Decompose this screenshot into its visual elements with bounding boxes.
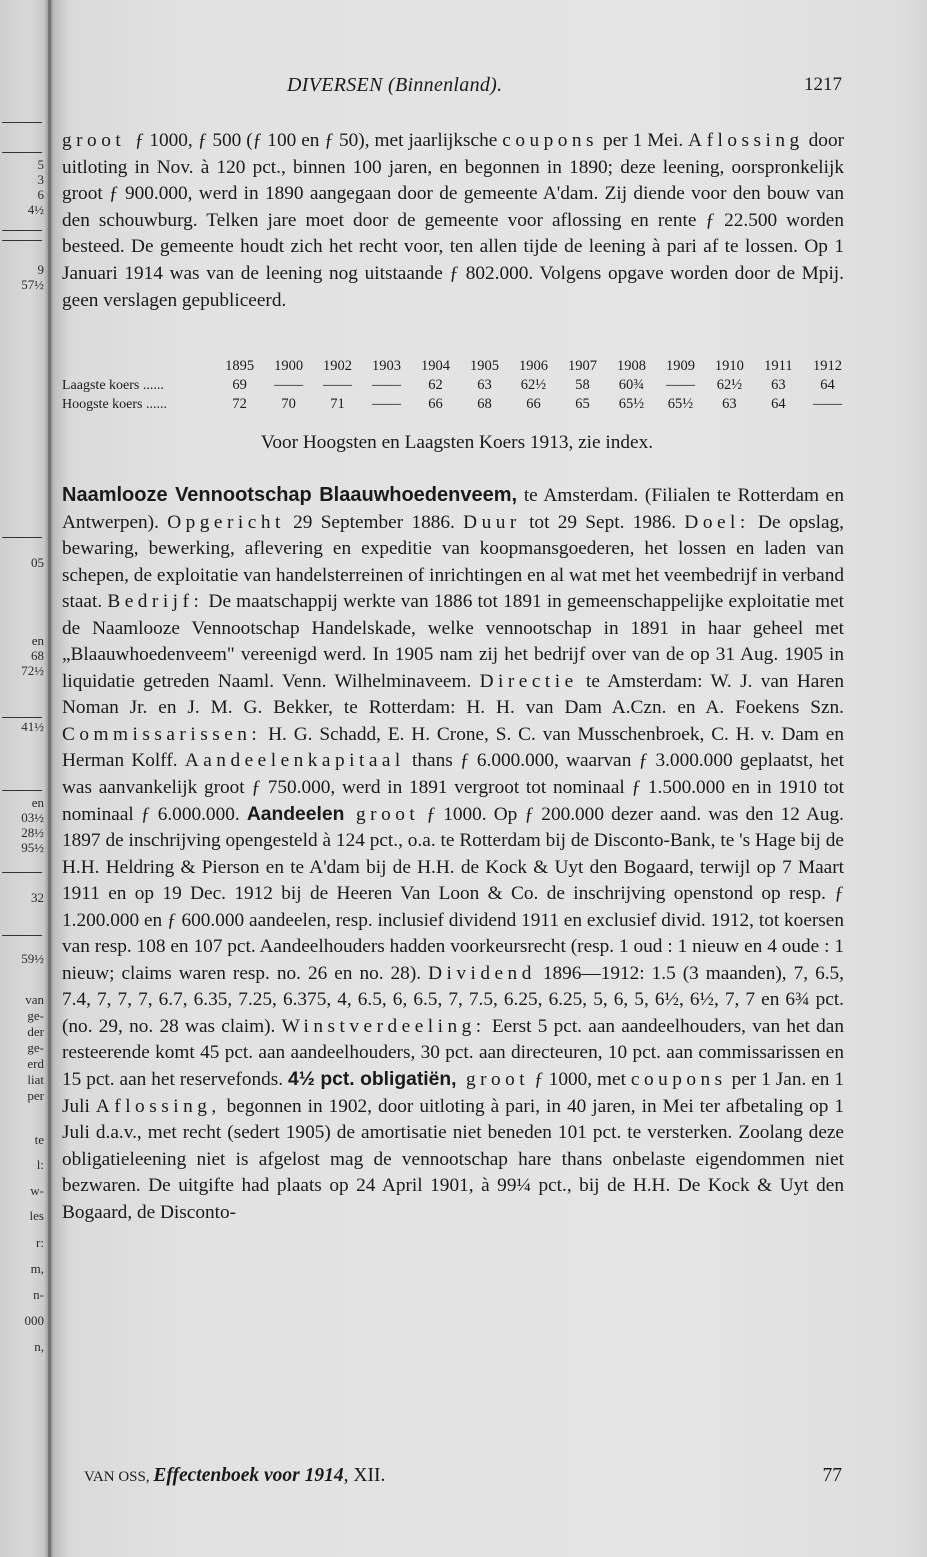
year-header: 1907 (567, 358, 597, 374)
year-header: 1905 (470, 358, 499, 374)
margin-rule (2, 537, 42, 538)
margin-fragment: ge- (27, 1040, 44, 1055)
entry-segment: groot (456, 1069, 530, 1091)
intro-segment: groot (62, 130, 135, 151)
entry-segment: Aandeelenkapitaal (184, 750, 405, 772)
header-title: DIVERSEN (Binnenland). (287, 74, 503, 96)
price-table (62, 357, 852, 414)
price-cell: 70 (281, 396, 296, 412)
margin-fragment: 4½ (27, 202, 44, 217)
margin-fragment: en (31, 795, 44, 810)
year-header: 1908 (616, 358, 646, 374)
entry-segment: Dividend (428, 962, 536, 984)
margin-fragment: r: (36, 1235, 44, 1250)
margin-fragment: 6 (37, 187, 44, 202)
margin-rule (2, 935, 42, 936)
margin-fragment: n- (33, 1287, 44, 1302)
entry-segment: Eerst 5 pct. aan aandeelhouders, van het dan resteerende komt 45 pct. aan aandeelhouders, 30 pct. aan directeuren, 10 pct. aan commissarissen en 15 pct. aan het reservefonds. (62, 1015, 845, 1091)
margin-fragment: van (25, 992, 44, 1007)
entry-segment: 29 September 1886. (284, 511, 464, 533)
entry-segment: coupons (630, 1069, 727, 1091)
entry-segment: De opslag, bewaring, bewerking, aflevering en expeditie van koopmansgoederen, het lossen en laden van schepen, de exploitatie van handelsterreinen of inrichtingen en al wat met het veembedrijf in verband staat. (62, 511, 844, 613)
margin-rule (2, 717, 42, 718)
price-cell: —— (323, 377, 353, 393)
table-row (62, 376, 852, 395)
margin-fragment: n, (34, 1339, 44, 1354)
margin-fragment: m, (30, 1261, 44, 1276)
row-label-header (62, 357, 215, 376)
margin-fragment: 9 (37, 262, 44, 277)
footer-author: VAN OSS, (84, 1469, 154, 1485)
price-cell: —— (812, 396, 842, 412)
intro-segment: coupons (502, 130, 599, 151)
price-cell: 66 (428, 396, 443, 412)
margin-rule (2, 872, 42, 873)
margin-fragment: 05 (31, 555, 44, 570)
entry-segment: Directie (479, 670, 578, 692)
entry-segment: Aflossing, (95, 1095, 221, 1117)
year-header: 1902 (323, 358, 353, 374)
entry-segment: 1896—1912: 1.5 (3 maanden), 7, 6.5, 7.4, 7, 7, 7, 6.7, 6.35, 7.25, 6.375, 4, 6.5, 6, 6.5, 7, 7.5, 6.25, 6.25, 5, 6, 5, 6½, 6½, 7, 7 en 6¾ pct. (no. 29, no. 28 was claim). (62, 962, 844, 1037)
price-rows (62, 376, 852, 414)
entry-segment: ƒ 1000, met (529, 1069, 631, 1091)
margin-fragment: te (34, 1132, 44, 1147)
price-cell: —— (372, 377, 402, 393)
footer-volume: , XII. (343, 1465, 386, 1486)
row-label: Hoogste koers ...... (62, 396, 167, 412)
margin-rule (2, 122, 42, 123)
margin-fragment: erd (27, 1056, 44, 1071)
entry-segment: begonnen in 1902, door uitloting à pari, in 40 jaren, in Mei ter afbetaling op 1 Juli d.a.v., met recht (sedert 1905) de amortisatie niet beneden 101 pct. te versterken. Zoolang deze obligatieleening niet is afgelost mag de vennootschap hare thans onbelaste eigendommen niet bezwaren. De uitgifte had plaats op 24 April 1901, à 99¼ pct., bij de H.H. De Kock & Uyt den Bogaard, de Disconto- (62, 1095, 844, 1223)
margin-fragment: les (29, 1208, 44, 1223)
page-footer (84, 1465, 842, 1491)
intro-segment: per 1 Mei. (598, 130, 689, 151)
entry-segment: tot 29 Sept. 1986. (520, 511, 685, 533)
entry-segment: thans ƒ 6.000.000, waarvan ƒ 3.000.000 geplaatst, het was aanvankelijk groot ƒ 750.000, werd in 1891 vergroot tot nominaal ƒ 1.500.000 en in 1910 tot nominaal ƒ 6.000.000. (62, 750, 844, 825)
year-header: 1912 (812, 358, 842, 374)
margin-fragment: liat (27, 1072, 44, 1087)
price-cell: 68 (477, 396, 492, 412)
margin-fragment: 59½ (21, 951, 44, 966)
margin-fragment: 03½ (21, 810, 44, 825)
entry-segment: Commissarissen: (62, 723, 262, 745)
price-cell: 65½ (618, 396, 645, 412)
price-cell: 64 (820, 377, 835, 393)
margin-fragment: w- (30, 1183, 44, 1198)
margin-fragment: ge- (27, 1008, 44, 1023)
margin-fragment: 32 (31, 890, 44, 905)
margin-rule (2, 152, 42, 153)
price-cell: 62 (428, 377, 443, 393)
price-cell: 71 (330, 396, 345, 412)
entry-segment: Aandeelen (246, 803, 345, 825)
entry-segment: per 1 Jan. en 1 Juli (62, 1069, 845, 1117)
intro-segment: ƒ 1000, ƒ 500 (ƒ 100 en ƒ 50), met jaarlijksche (134, 130, 503, 151)
margin-fragment: 3 (37, 172, 44, 187)
margin-fragment: 5 (37, 157, 44, 172)
margin-fragment: per (27, 1088, 44, 1103)
margin-fragment: en (31, 633, 44, 648)
intro-text (62, 128, 844, 314)
intro-segment: Aflossing (688, 130, 804, 151)
price-cell: —— (665, 377, 695, 393)
company-entry (62, 482, 844, 1226)
footer-book-title: Effectenboek voor 1914 (153, 1465, 344, 1486)
company-title: Naamlooze Vennootschap Blaauwhoedenveem, (62, 484, 518, 506)
price-cell: 58 (575, 377, 590, 393)
margin-fragment: l: (36, 1157, 44, 1172)
book-gutter (48, 0, 51, 1557)
year-header: 1909 (665, 358, 695, 374)
margin-fragment: 28½ (21, 825, 44, 840)
intro-paragraph (62, 128, 844, 314)
entry-segment: Doel: (684, 511, 750, 533)
margin-rule (2, 240, 42, 241)
margin-fragment: 95½ (21, 840, 44, 855)
price-cell: 64 (771, 396, 786, 412)
price-cell: —— (372, 396, 402, 412)
price-cell: 63 (477, 377, 492, 393)
price-cell: 69 (232, 377, 247, 393)
entry-segment: Winstverdeeling: (281, 1015, 486, 1037)
price-cell: 63 (722, 396, 737, 412)
entry-segment: te Amsterdam: W. J. van Haren Noman Jr. en J. M. G. Bekker, te Rotterdam: H. H. van Dam A.Czn. en A. Foekens Szn. (62, 670, 844, 719)
year-header: 1906 (518, 358, 548, 374)
margin-fragment: der (27, 1024, 44, 1039)
year-header: 1910 (714, 358, 744, 374)
price-cell: 63 (771, 377, 786, 393)
price-cell: 65½ (667, 396, 694, 412)
margin-fragment: 72½ (21, 663, 44, 678)
year-header: 1900 (274, 358, 304, 374)
intro-segment: door uitloting in Nov. à 120 pct., binnen 100 jaren, en begonnen in 1890; deze leening, oorspronkelijk groot ƒ 900.000, werd in 1890 aangegaan door de gemeente A'dam. Zij diende voor den bouw van den schouwburg. Telken jare moet door de gemeente voor aflossing en rente ƒ 22.500 worden besteed. De gemeente houdt zich het recht voor, ten allen tijde de leening à pari af te lossen. Op 1 Januari 1914 was van de leening nog uitstaande ƒ 802.000. Volgens opgave worden door de Mpij. geen verslagen gepubliceerd. (62, 130, 845, 311)
margin-fragment: 68 (31, 648, 44, 663)
margin-fragment: 57½ (21, 277, 44, 292)
entry-segment: groot (344, 803, 420, 825)
price-cell: 62½ (716, 377, 743, 393)
entry-segment: 4½ pct. obligatiën, (288, 1069, 457, 1091)
margin-fragment: 000 (24, 1313, 44, 1328)
table-row (62, 395, 852, 414)
price-cell: 65 (575, 396, 590, 412)
table-note: Voor Hoogsten en Laagsten Koers 1913, zie index. (260, 432, 654, 453)
year-header: 1911 (764, 358, 793, 374)
entry-segment: Duur (463, 511, 521, 533)
price-cell: —— (274, 377, 304, 393)
entry-segment: Bedrijf: (107, 591, 204, 613)
margin-rule (2, 790, 42, 791)
year-header-row (62, 357, 852, 376)
entry-segment: De maatschappij werkte van 1886 tot 1891 in gemeenschappelijke exploitatie met de Naamlooze Vennootschap Handelskade, welke vennootschap in 1891 in haar geheel met „Blaauwhoedenveem" vereenigd werd. In 1905 nam zij het bedrijf over van de op 31 Aug. 1905 in liquidatie getreden Naaml. Venn. Wilhelminaveem. (62, 591, 844, 692)
company-entry-text (62, 482, 844, 1226)
entry-segment: Opgericht (167, 511, 285, 533)
margin-rule (2, 230, 42, 231)
year-header: 1904 (421, 358, 451, 374)
year-header: 1903 (372, 358, 402, 374)
price-cell: 66 (526, 396, 541, 412)
price-cell: 60¾ (618, 377, 645, 393)
entry-segment: H. G. Schadd, E. H. Crone, S. C. van Musschenbroek, C. H. v. Dam en Herman Kolff. (62, 723, 844, 772)
year-header: 1895 (225, 358, 255, 374)
entry-segment: ƒ 1000. Op ƒ 200.000 dezer aand. was den 12 Aug. 1897 de inschrijving opengesteld à 124 pct., o.a. te Rotterdam bij de Disconto-Bank, te 's Hage bij de H.H. Heldring & Pierson en te A'dam bij de H.H. de Kock & Uyt den Bogaard, terwijl op 7 Maart 1911 en op 19 Dec. 1912 bij de Heeren Van Loon & Co. de inschrijving openstond op resp. ƒ 1.200.000 en ƒ 600.000 aandeelen, resp. inclusief dividend 1911 en exclusief divid. 1912, tot koersen van resp. 108 en 107 pct. Aandeelhouders hadden voorkeursrecht (resp. 1 oud : 1 nieuw en 4 oude : 1 nieuw; claims waren resp. no. 26 en no. 28). (62, 803, 844, 984)
entry-segment: te Amsterdam. (Filialen te Rotterdam en Antwerpen). (62, 485, 844, 533)
price-cell: 72 (232, 396, 247, 412)
row-label: Laagste koers ...... (62, 377, 164, 393)
page-number: 1217 (804, 74, 842, 95)
footer-source (84, 1465, 385, 1487)
margin-fragment: 41½ (21, 719, 44, 734)
price-cell: 62½ (520, 377, 547, 393)
running-header (72, 74, 842, 100)
footer-signature: 77 (822, 1465, 842, 1486)
